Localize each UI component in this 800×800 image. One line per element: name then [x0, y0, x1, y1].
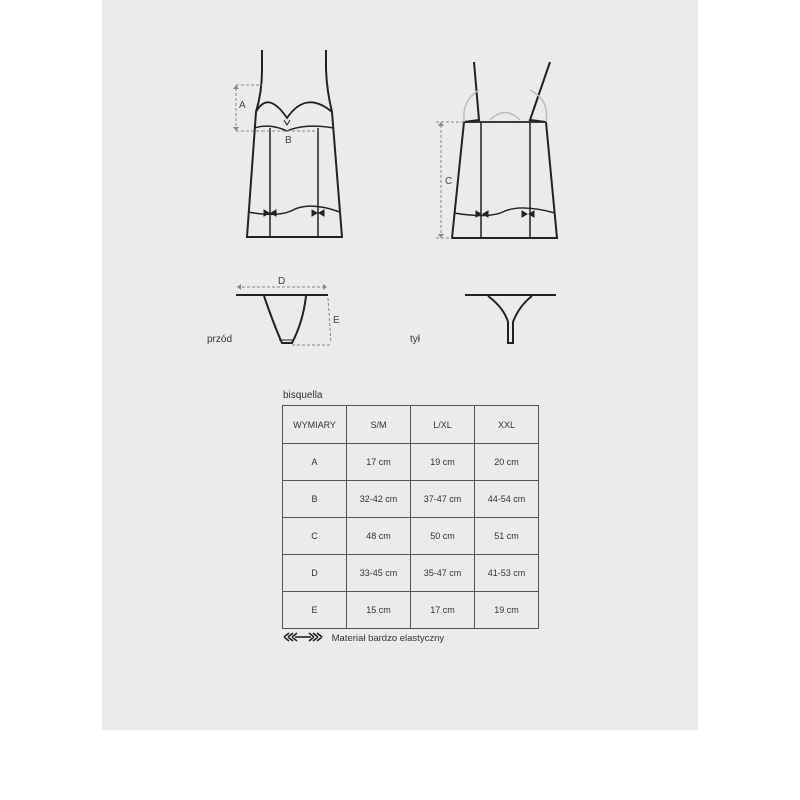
front-chemise-drawing — [247, 50, 342, 237]
stretch-arrows-icon — [283, 632, 323, 645]
table-cell: B — [283, 481, 347, 518]
table-header-cell: WYMIARY — [283, 406, 347, 444]
front-dimensions — [236, 85, 318, 131]
legend — [283, 632, 444, 645]
size-table — [282, 405, 539, 629]
table-cell: E — [283, 592, 347, 629]
table-cell: C — [283, 518, 347, 555]
table-cell: 44-54 cm — [475, 481, 539, 518]
table-row — [283, 444, 539, 481]
table-cell: 48 cm — [347, 518, 411, 555]
front-thong-drawing — [236, 295, 328, 343]
table-row — [283, 592, 539, 629]
table-header-cell: S/M — [347, 406, 411, 444]
table-cell: 33-45 cm — [347, 555, 411, 592]
table-cell: 20 cm — [475, 444, 539, 481]
back-chemise-drawing — [452, 62, 557, 238]
back-thong-drawing — [465, 295, 556, 343]
table-header-cell: XXL — [475, 406, 539, 444]
dimension-label-d: D — [278, 276, 286, 287]
table-row — [283, 481, 539, 518]
legend-text: Materiał bardzo elastyczny — [331, 633, 445, 645]
table-cell: 41-53 cm — [475, 555, 539, 592]
table-cell: 19 cm — [411, 444, 475, 481]
table-cell: 50 cm — [411, 518, 475, 555]
table-cell: 17 cm — [411, 592, 475, 629]
table-cell: 17 cm — [347, 444, 411, 481]
back-view-label: tył — [410, 334, 420, 345]
table-cell: 35-47 cm — [411, 555, 475, 592]
product-name: bisquella — [283, 390, 323, 401]
table-header-row — [283, 406, 539, 444]
dimension-label-e: E — [333, 315, 340, 326]
table-cell: 51 cm — [475, 518, 539, 555]
table-cell: 15 cm — [347, 592, 411, 629]
table-row — [283, 518, 539, 555]
table-cell: D — [283, 555, 347, 592]
dimension-label-b: B — [285, 135, 292, 146]
table-cell: A — [283, 444, 347, 481]
front-view-label: przód — [207, 334, 233, 345]
table-header-cell: L/XL — [411, 406, 475, 444]
dimension-label-a: A — [239, 100, 246, 111]
table-row — [283, 555, 539, 592]
table-cell: 19 cm — [475, 592, 539, 629]
table-cell: 37-47 cm — [411, 481, 475, 518]
dimension-label-c: C — [445, 176, 453, 187]
table-cell: 32-42 cm — [347, 481, 411, 518]
